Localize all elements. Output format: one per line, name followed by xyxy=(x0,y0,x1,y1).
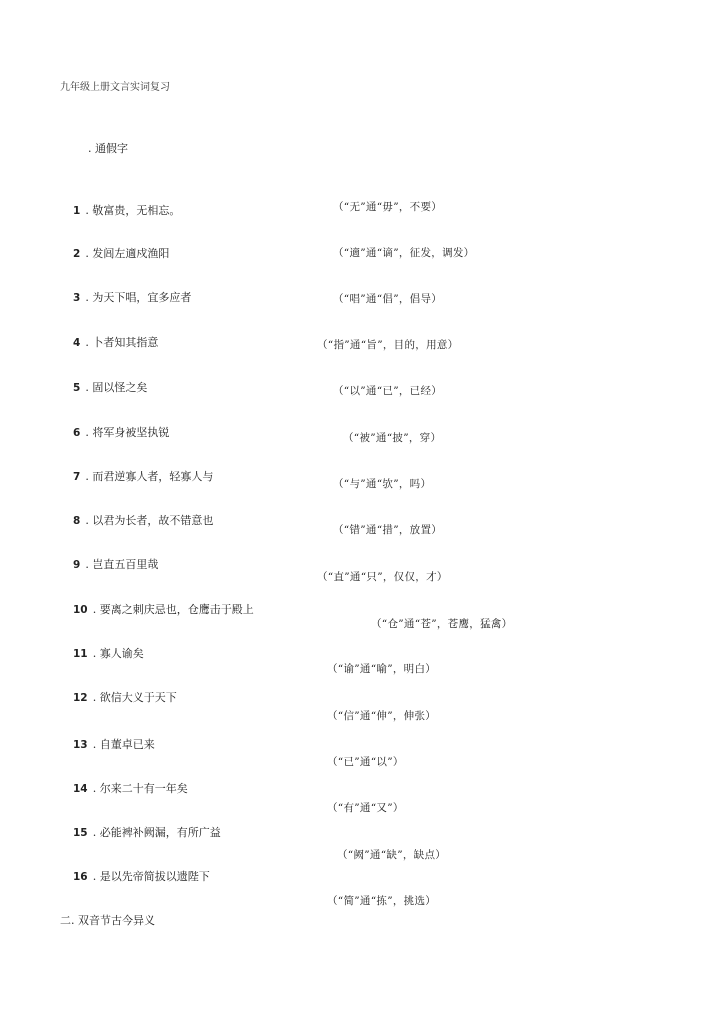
item-sentence: . 敬富贵，无相忘。 xyxy=(85,204,181,217)
list-item-13 xyxy=(73,733,155,752)
list-item-9 xyxy=(73,553,158,572)
item-note-11: （“谕”通“喻”，明白） xyxy=(327,663,437,675)
item-number: 6 xyxy=(73,427,81,439)
item-note-16: （“简”通“拣”，挑选） xyxy=(327,895,437,907)
list-item-7 xyxy=(73,465,213,484)
item-note-4: （“指”通“旨”，目的，用意） xyxy=(317,339,459,351)
item-number: 5 xyxy=(73,382,81,394)
item-note-1: （“无”通“毋”，不要） xyxy=(333,201,443,213)
item-sentence: . 岂直五百里哉 xyxy=(85,558,159,571)
item-note-14: （“有”通“又”） xyxy=(327,802,404,814)
item-number: 7 xyxy=(73,471,81,483)
item-number: 15 xyxy=(73,827,88,839)
item-sentence: . 必能裨补阙漏，有所广益 xyxy=(92,826,221,839)
item-note-9: （“直”通“只”，仅仅，才） xyxy=(317,571,448,583)
item-sentence: . 是以先帝简拔以遗陛下 xyxy=(92,870,210,883)
list-item-2 xyxy=(73,242,169,261)
list-item-5 xyxy=(73,376,147,395)
item-note-3: （“唱”通“倡”，倡导） xyxy=(333,293,443,305)
item-note-2: （“適”通“谪”，征发，调发） xyxy=(333,247,475,259)
list-item-8 xyxy=(73,509,213,528)
item-number: 13 xyxy=(73,739,88,751)
item-sentence: . 寡人谕矣 xyxy=(92,647,144,660)
item-sentence: . 将军身被坚执锐 xyxy=(85,426,170,439)
item-note-8: （“错”通“措”，放置） xyxy=(333,524,443,536)
item-note-7: （“与”通“欤”，吗） xyxy=(333,478,432,490)
item-note-12: （“信”通“伸”，伸张） xyxy=(327,710,437,722)
item-sentence: . 欲信大义于天下 xyxy=(92,691,177,704)
item-number: 10 xyxy=(73,604,88,616)
item-note-13: （“已”通“以”） xyxy=(327,756,404,768)
item-number: 4 xyxy=(73,337,81,349)
item-number: 3 xyxy=(73,292,81,304)
list-item-3 xyxy=(73,286,191,305)
list-item-10 xyxy=(73,598,254,617)
list-item-15 xyxy=(73,821,221,840)
item-note-15: （“阙”通“缺”，缺点） xyxy=(337,849,447,861)
item-sentence: . 卜者知其指意 xyxy=(85,336,159,349)
item-sentence: . 固以怪之矣 xyxy=(85,381,148,394)
item-note-10: （“仓”通“苍”，苍鹰，猛禽） xyxy=(371,618,513,630)
item-note-5: （“以”通“已”，已经） xyxy=(333,385,443,397)
list-item-4 xyxy=(73,331,158,350)
list-item-11 xyxy=(73,642,144,661)
item-sentence: . 以君为长者，故不错意也 xyxy=(85,514,214,527)
list-item-16 xyxy=(73,865,210,884)
item-sentence: . 为天下唱，宜多应者 xyxy=(85,291,192,304)
item-sentence: . 尔来二十有一年矣 xyxy=(92,782,188,795)
item-number: 14 xyxy=(73,783,88,795)
item-number: 12 xyxy=(73,692,88,704)
item-number: 1 xyxy=(73,205,81,217)
list-item-6 xyxy=(73,421,169,440)
list-item-1 xyxy=(73,199,180,218)
section-heading-gujinyiyi: 二. 双音节古今异义 xyxy=(60,914,155,927)
item-number: 16 xyxy=(73,871,88,883)
item-number: 8 xyxy=(73,515,81,527)
item-sentence: . 发闾左適戍渔阳 xyxy=(85,247,170,260)
list-item-14 xyxy=(73,777,188,796)
list-item-12 xyxy=(73,686,177,705)
section-heading-tongjiazi: . 通假字 xyxy=(88,142,128,155)
item-number: 11 xyxy=(73,648,88,660)
item-sentence: . 自董卓已来 xyxy=(92,738,155,751)
item-sentence: . 而君逆寡人者，轻寡人与 xyxy=(85,470,214,483)
item-sentence: . 要离之刺庆忌也，仓鹰击于殿上 xyxy=(92,603,254,616)
item-number: 2 xyxy=(73,248,81,260)
item-number: 9 xyxy=(73,559,81,571)
document-title: 九年级上册文言实词复习 xyxy=(60,82,170,93)
item-note-6: （“被”通“披”，穿） xyxy=(343,432,442,444)
